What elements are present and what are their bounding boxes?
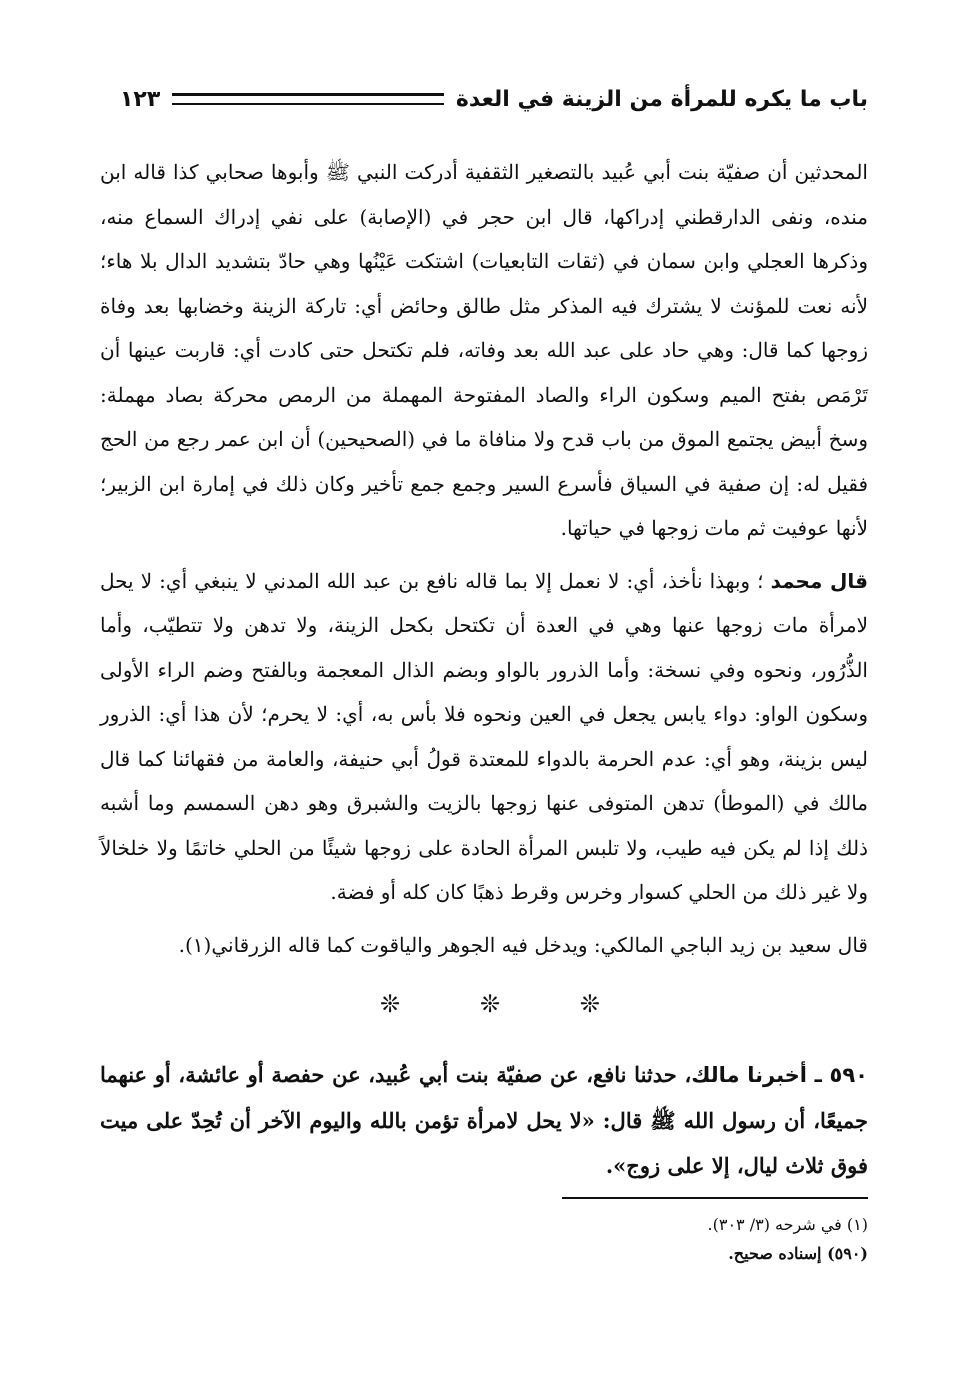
muhammad-lead: قال محمد xyxy=(770,568,868,593)
main-text xyxy=(100,150,868,967)
hadith-number-lead: ٥٩٠ ـ أخبرنا مالك xyxy=(691,1063,868,1087)
header-rule xyxy=(172,93,444,105)
footnotes xyxy=(560,1210,868,1268)
muhammad-text: ؛ وبهذا نأخذ، أي: لا نعمل إلا بما قاله نافع بن عبد الله المدني لا ينبغي أي: لا يحل لامرأة مات زوجها عنها وهي في العدة أن تكتحل بكحل الزينة، ولا تدهن ولا تتطيّب، وأما الذُّرُور، ونحوه وفي نسخة: وأما الذرور بالواو وبضم الذال المعجمة وبالفتح وضم الراء الأولى وسكون الواو: دواء يابس يجعل في العين ونحوه فلا بأس به، أي: لا يحرم؛ لأن هذا أي: الذرور ليس بزينة، وهو أي: عدم الحرمة بالدواء للمعتدة قولُ أبي حنيفة، والعامة من فقهائنا كما قال مالك في (الموطأ) تدهن المتوفى عنها زوجها بالزيت والشبرق وهو دهن السمسم وما أشبه ذلك إذا لم يكن فيه طيب، ولا تلبس المرأة الحادة على زوجها شيئًا من الحلي خاتمًا ولا خلخالاً ولا غير ذلك من الحلي كسوار وخرس وقرط ذهبًا كان كله أو فضة. xyxy=(100,568,869,904)
commentary-paragraph: المحدثين أن صفيّة بنت أبي عُبيد بالتصغير الثقفية أدركت النبي ﷺ وأبوها صحابي كذا قاله ابن منده، ونفى الدارقطني إدراكها، قال ابن حجر في (الإصابة) على نفي إدراك السماع منه، وذكرها العجلي وابن سمان في (ثقات التابعيات) اشتكت عَيْنُها وهي حادّ بتشديد الدال بلا هاء؛ لأنه نعت للمؤنث لا يشترك فيه المذكر مثل طالق وحائض أي: تاركة الزينة وخضابها بعد وفاة زوجها كما قال: وهي حاد على عبد الله بعد وفاته، فلم تكتحل حتى كادت أي: قاربت عينها أن تَرْمَص بفتح الميم وسكون الراء والصاد المفتوحة المهملة من الرمص محركة بصاد مهملة: وسخ أبيض يجتمع الموق من باب قدح ولا منافاة ما في (الصحيحين) أن ابن عمر رجع من الحج فقيل له: إن صفية في السياق فأسرع السير وجمع جمع تأخير وكان ذلك في إمارة ابن الزبير؛ لأنها عوفيت ثم مات زوجها في حياتها. xyxy=(100,160,869,540)
footnote-1: (١) في شرحه (٣/ ٣٠٣). xyxy=(707,1215,868,1234)
muhammad-paragraph xyxy=(100,559,868,915)
section-ornament xyxy=(380,990,600,1018)
hadith-block xyxy=(100,1052,868,1188)
asterism-icon: ❊ xyxy=(479,990,501,1018)
asterism-icon: ❊ xyxy=(380,990,401,1018)
page-header xyxy=(120,76,868,122)
page-number: ١٢٣ xyxy=(120,86,161,112)
footnote-divider xyxy=(562,1197,868,1199)
chapter-title: باب ما يكره للمرأة من الزينة في العدة xyxy=(455,86,868,112)
hadith-text: ، حدثنا نافع، عن صفيّة بنت أبي عُبيد، عن حفصة أو عائشة، أو عنهما جميعًا، أن رسول الله ﷺ قال: «لا يحل لامرأة تؤمن بالله واليوم الآخر أن تُحِدّ على ميت فوق ثلاث ليال، إلا على زوج». xyxy=(100,1062,868,1178)
hadith-paragraph xyxy=(100,1052,868,1188)
asterism-icon: ❊ xyxy=(579,990,600,1018)
footnote-590: (٥٩٠) إسناده صحيح. xyxy=(728,1244,868,1263)
baji-paragraph: قال سعيد بن زيد الباجي المالكي: ويدخل فيه الجوهر والياقوت كما قاله الزرقاني(١). xyxy=(178,932,868,957)
